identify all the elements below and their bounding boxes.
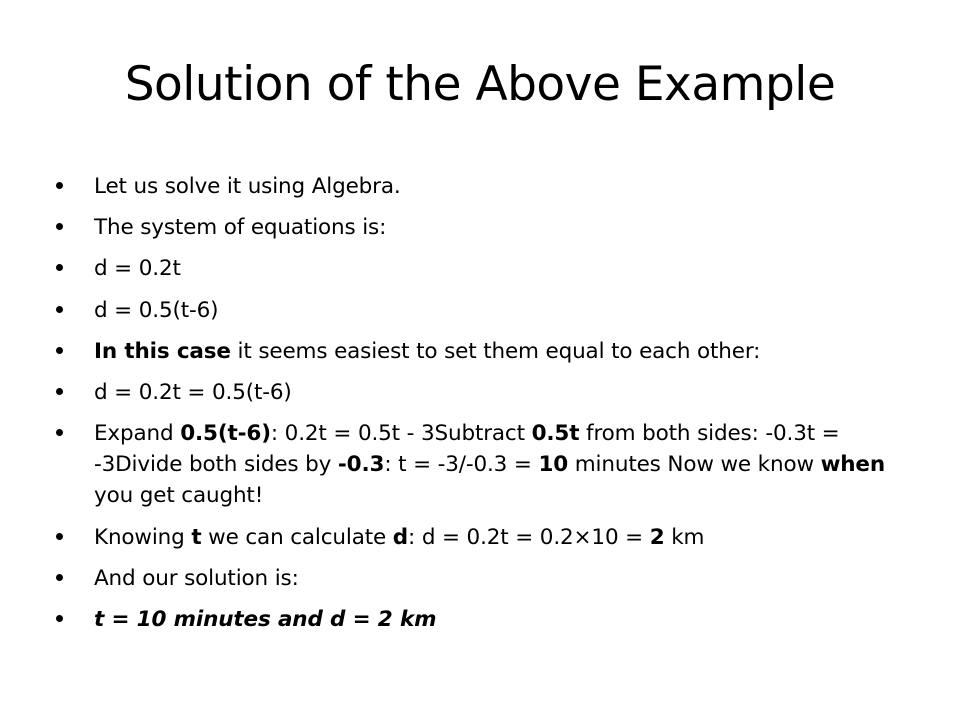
- bullet-item: [56, 336, 906, 367]
- bullet-text-segment: d = 0.5(t-6): [94, 297, 219, 323]
- bullet-text-segment: it seems easiest to set them equal to each other:: [230, 338, 761, 364]
- bullet-dot-icon: [56, 223, 63, 230]
- bullet-text-segment: In this case: [94, 338, 231, 364]
- bullet-text-segment: Let us solve it using Algebra.: [94, 174, 401, 199]
- bullet-item: [56, 563, 906, 594]
- bullet-text-segment: from both sides: -0.3t = -3Divide both sides by: [94, 421, 840, 478]
- bullet-item: [56, 171, 906, 202]
- bullet-dot-icon: [56, 182, 63, 189]
- bullet-text-segment: : 0.2t = 0.5t - 3Subtract: [270, 421, 532, 447]
- bullet-text-segment: : t = -3/-0.3 =: [384, 452, 539, 478]
- bullet-item: [56, 253, 906, 284]
- slide-title: Solution of the Above Example: [124, 57, 836, 112]
- bullet-text-segment: t: [191, 524, 202, 550]
- bullet-text-segment: The system of equations is:: [94, 215, 387, 241]
- bullet-item: [56, 418, 906, 512]
- bullet-item: [56, 604, 906, 635]
- bullet-text-segment: Knowing: [94, 524, 192, 550]
- bullet-list: [56, 171, 906, 645]
- bullet-item: [56, 377, 906, 408]
- bullet-text-segment: km: [664, 524, 705, 550]
- bullet-dot-icon: [56, 306, 63, 313]
- bullet-text-segment: 10: [538, 452, 569, 478]
- bullet-text-segment: we can calculate: [201, 524, 393, 550]
- bullet-item: [56, 522, 906, 553]
- bullet-text-segment: d: [392, 524, 409, 550]
- bullet-text-segment: when: [820, 452, 886, 478]
- bullet-dot-icon: [56, 347, 63, 354]
- bullet-dot-icon: [56, 388, 63, 395]
- bullet-text-segment: d = 0.2t = 0.5(t-6): [94, 379, 292, 405]
- bullet-dot-icon: [56, 574, 63, 581]
- bullet-item: [56, 295, 906, 326]
- bullet-dot-icon: [56, 615, 63, 622]
- bullet-text-segment: minutes Now we know: [568, 452, 821, 478]
- bullet-text-segment: And our solution is:: [94, 565, 299, 591]
- bullet-text-segment: 0.5(t-6): [180, 421, 271, 447]
- bullet-text-segment: Expand: [94, 421, 181, 447]
- bullet-text-segment: you get caught!: [94, 483, 264, 509]
- bullet-dot-icon: [56, 429, 63, 436]
- bullet-text-segment: -0.3: [337, 452, 385, 478]
- bullet-text-segment: t = 10 minutes and d = 2 km: [94, 606, 437, 632]
- bullet-text-segment: 2: [649, 524, 665, 550]
- bullet-dot-icon: [56, 264, 63, 271]
- bullet-item: [56, 212, 906, 243]
- bullet-text-segment: 0.5t: [531, 421, 580, 447]
- bullet-text-segment: d = 0.2t: [94, 256, 181, 282]
- bullet-text-segment: : d = 0.2t = 0.2×10 =: [408, 524, 650, 550]
- bullet-dot-icon: [56, 533, 63, 540]
